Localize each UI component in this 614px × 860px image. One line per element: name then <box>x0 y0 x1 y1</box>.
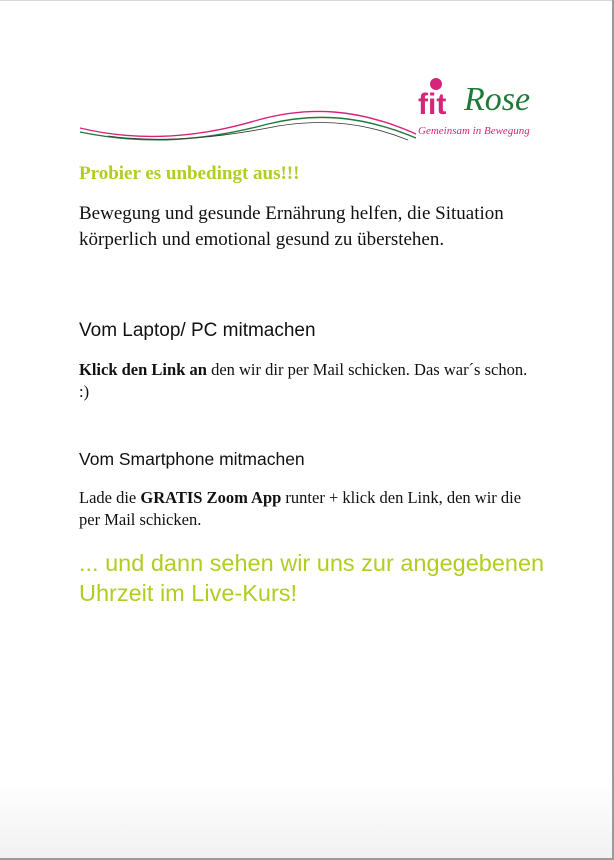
section-title-laptop: Vom Laptop/ PC mitmachen <box>79 320 316 341</box>
paragraph-laptop <box>79 359 539 403</box>
paragraph-smartphone <box>79 487 539 531</box>
smartphone-bold-text: GRATIS Zoom App <box>140 488 282 507</box>
closing-message: ... und dann sehen wir uns zur angegebenen Uhrzeit im Live-Kurs! <box>79 550 545 606</box>
laptop-text: den wir dir per Mail schicken. Das war´s schon. :) <box>79 360 528 401</box>
headline: Probier es unbedingt aus!!! <box>79 163 300 184</box>
logo-rose-text: Rose <box>464 81 531 118</box>
section-title-smartphone: Vom Smartphone mitmachen <box>79 449 305 469</box>
header-swoosh-decoration <box>78 90 418 150</box>
logo-tagline: Gemeinsam in Bewegung <box>418 125 530 137</box>
laptop-bold-text: Klick den Link an <box>79 360 207 379</box>
page-edge <box>0 0 612 1</box>
intro-paragraph: Bewegung und gesunde Ernährung helfen, die Situation körperlich und emotional gesund zu überstehen. <box>79 203 504 250</box>
fitrose-logo <box>414 76 540 146</box>
smartphone-text-before: Lade die <box>79 488 141 507</box>
logo-fit-text: fit <box>418 88 447 121</box>
smartphone-text-after: runter + klick den Link, den wir die per Mail schicken. <box>79 488 522 529</box>
